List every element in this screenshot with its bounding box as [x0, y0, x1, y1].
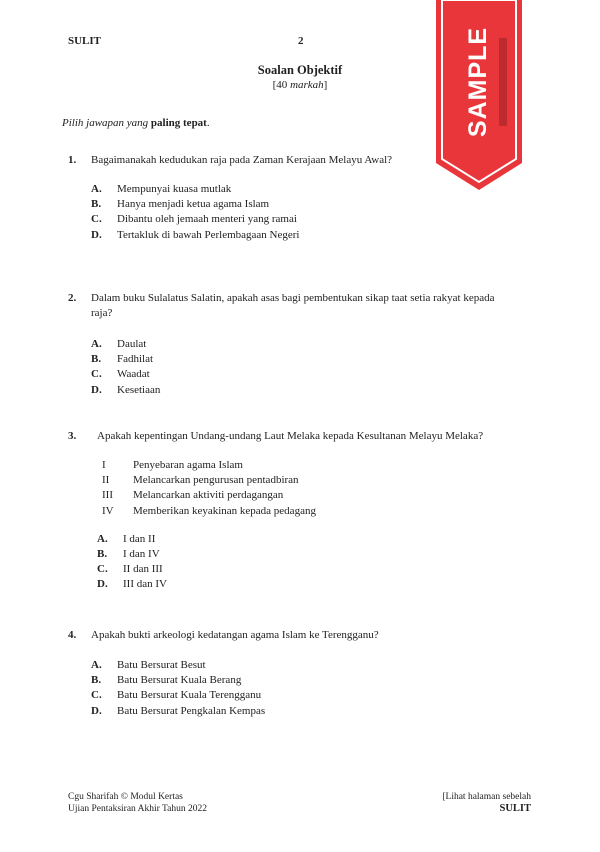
- question-1: [68, 153, 538, 243]
- instruction: Pilih jawapan yang paling tepat.: [62, 117, 210, 129]
- options-list: [97, 532, 548, 593]
- option-d[interactable]: D. III dan IV: [97, 578, 167, 591]
- question-3: [68, 429, 548, 593]
- sample-stamp-text: SAMPLE: [464, 26, 492, 138]
- option-b[interactable]: B. I dan IV: [97, 547, 160, 560]
- option-d[interactable]: D. Kesetiaan: [91, 383, 161, 396]
- footer-turn-over: [Lihat halaman sebelah: [442, 792, 531, 802]
- option-d[interactable]: D. Batu Bersurat Pengkalan Kempas: [91, 704, 266, 717]
- footer-classification: SULIT: [499, 803, 531, 814]
- footer-next-page: [424, 791, 531, 815]
- question-number: 2.: [68, 292, 77, 304]
- question-text: Apakah bukti arkeologi kedatangan agama Islam ke Terengganu?: [91, 629, 379, 641]
- question-text: Dalam buku Sulalatus Salatin, apakah asas bagi pembentukan sikap taat setia rakyat kepada raja?: [91, 292, 495, 319]
- statement-item: III Melancarkan aktiviti perdagangan: [102, 489, 284, 502]
- option-c[interactable]: C. Batu Bersurat Kuala Terengganu: [91, 689, 262, 702]
- option-b[interactable]: B. Hanya menjadi ketua agama Islam: [91, 198, 270, 211]
- footer-exam-name: Ujian Pentaksiran Akhir Tahun 2022: [68, 804, 208, 814]
- option-c[interactable]: C. Waadat: [91, 368, 150, 381]
- options-list: [91, 658, 548, 719]
- option-c[interactable]: C. Dibantu oleh jemaah menteri yang ramai: [91, 213, 297, 226]
- option-c[interactable]: C. II dan III: [97, 563, 163, 576]
- header-classification: SULIT: [68, 35, 102, 47]
- question-4: [68, 628, 548, 719]
- option-b[interactable]: B. Fadhilat: [91, 353, 154, 366]
- section-marks: [40 markah]: [272, 79, 328, 91]
- option-a[interactable]: A. Batu Bersurat Besut: [91, 659, 206, 671]
- options-list: [91, 182, 538, 243]
- question-number: 1.: [68, 154, 77, 166]
- question-text: Apakah kepentingan Undang-undang Laut Melaka kepada Kesultanan Melayu Melaka?: [97, 430, 484, 442]
- question-2: [68, 291, 548, 398]
- option-a[interactable]: A. I dan II: [97, 532, 156, 545]
- footer-credits: [68, 791, 207, 815]
- options-list: [91, 337, 548, 398]
- option-b[interactable]: B. Batu Bersurat Kuala Berang: [91, 674, 242, 687]
- page-number: 2: [298, 35, 304, 47]
- option-d[interactable]: D. Tertakluk di bawah Perlembagaan Negeri: [91, 228, 300, 241]
- question-number: 3.: [68, 430, 77, 442]
- statement-item: II Melancarkan pengurusan pentadbiran: [102, 474, 299, 487]
- option-a[interactable]: A. Mempunyai kuasa mutlak: [91, 183, 232, 195]
- option-a[interactable]: A. Daulat: [91, 338, 147, 350]
- footer-author: Cgu Sharifah © Modul Kertas: [68, 792, 183, 802]
- statement-item: I Penyebaran agama Islam: [102, 459, 243, 471]
- statements-list: [102, 458, 548, 519]
- statement-item: IV Memberikan keyakinan kepada pedagang: [102, 504, 316, 517]
- question-text: Bagaimanakah kedudukan raja pada Zaman Kerajaan Melayu Awal?: [91, 154, 393, 166]
- question-number: 4.: [68, 629, 77, 641]
- section-title: Soalan Objektif: [257, 63, 343, 77]
